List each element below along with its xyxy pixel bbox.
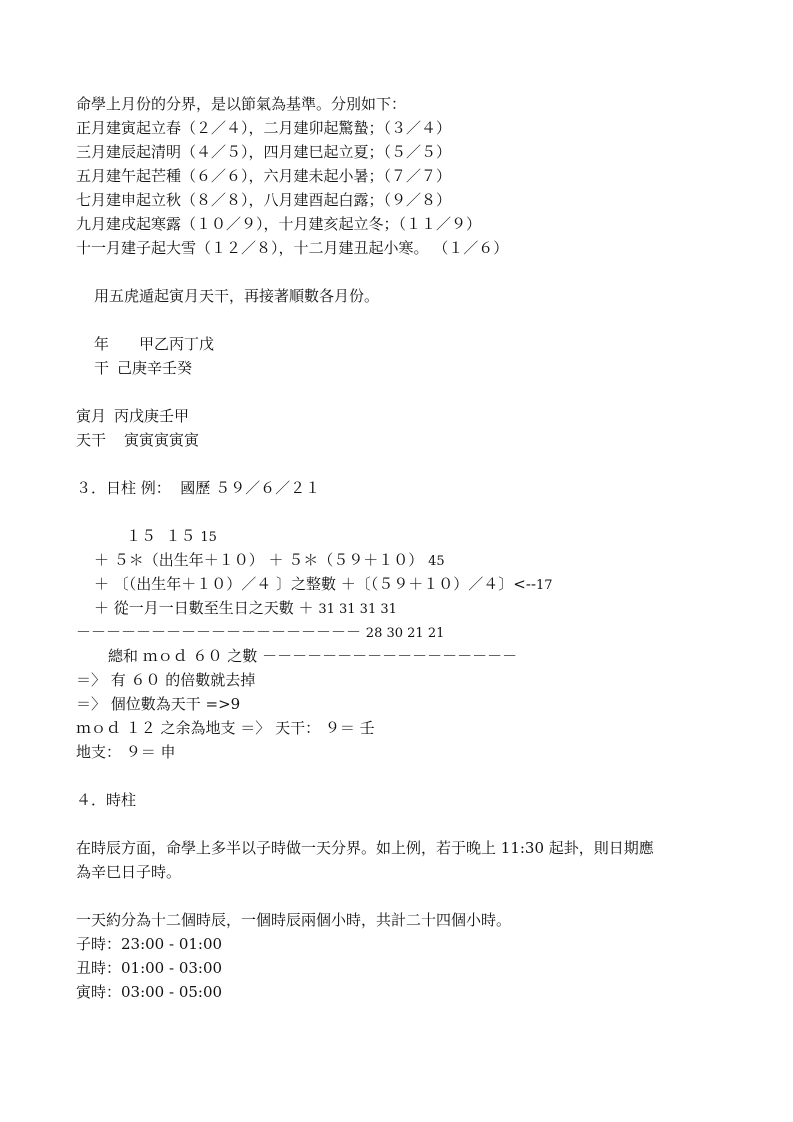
calc-note: 31 31 31 31: [318, 602, 397, 617]
document-page: [76, 92, 716, 1004]
row-value: 丙戊庚壬甲: [114, 407, 190, 425]
calc-note: 17: [536, 578, 553, 593]
hour-item: 子時：23:00 - 01:00: [76, 935, 223, 953]
calc-note: 15: [200, 530, 217, 545]
month-line: 十一月建子起大雪（１２／８），十二月建丑起小寒。 （１／６）: [76, 239, 509, 257]
month-line: 正月建寅起立春（２／４），二月建卯起驚蟄；（３／４）: [76, 119, 452, 137]
rule-line: ＝〉 有 ６０ 的倍數就去掉: [76, 671, 256, 689]
stem-row-tiangan: [76, 428, 716, 452]
stem-row-yin-month: [76, 404, 716, 428]
calc-note: 45: [428, 554, 445, 569]
row-value: 己庚辛壬癸: [117, 359, 193, 377]
month-intro: 命學上月份的分界，是以節氣為基準。分別如下：: [76, 95, 407, 113]
calc-note: 28 30 21 21: [365, 626, 445, 641]
calc-line: ＋ 從一月一日數至生日之天數 ＋ 31 31 31 31: [94, 599, 397, 617]
calc-divider: －－－－－－－－－－－－－－－－－－－ 28 30 21 21: [76, 623, 445, 641]
calc-line: １５ １５ 15: [126, 527, 217, 545]
stem-row-gan: [76, 356, 716, 380]
row-label: 天干: [76, 431, 107, 449]
month-line: 五月建午起芒種（６／６），六月建未起小暑；（７／７）: [76, 167, 452, 185]
hour-division-text: 一天約分為十二個時辰，一個時辰兩個小時，共計二十四個小時。: [76, 911, 512, 929]
hour-item: 丑時：01:00 - 03:00: [76, 959, 223, 977]
month-line: 七月建申起立秋（８／８），八月建酉起白露；（９／８）: [76, 191, 452, 209]
row-label: 干: [94, 359, 110, 377]
stem-row-year: [76, 332, 716, 356]
month-line: 三月建辰起清明（４／５），四月建巳起立夏；（５／５）: [76, 143, 452, 161]
day-heading: ３．日柱 例： 國歷 ５９／６／２１: [76, 479, 321, 497]
row-value: 甲乙丙丁戊: [139, 335, 215, 353]
row-value: 寅寅寅寅寅: [124, 431, 200, 449]
tiger-rule: 用五虎遁起寅月天干，再接著順數各月份。: [94, 287, 380, 305]
row-label: 年: [94, 335, 110, 353]
month-line: 九月建戌起寒露（１０／９），十月建亥起立冬；（１１／９）: [76, 215, 482, 233]
total-line: 總和 ｍｏｄ ６０ 之數 －－－－－－－－－－－－－－－－－: [108, 647, 518, 665]
row-label: 寅月: [76, 407, 107, 425]
rule-line: 地支： ９＝ 申: [76, 743, 176, 761]
calc-line: ＋ ５＊（出生年＋１０） ＋ ５＊（５９＋１０） 45: [94, 551, 445, 569]
hour-paragraph-line: 為辛巳日子時。: [76, 863, 182, 881]
hour-paragraph-line: 在時辰方面，命學上多半以子時做一天分界。如上例，若于晚上 11:30 起卦，則日期應: [76, 839, 654, 857]
hour-heading: ４．時柱: [76, 791, 137, 809]
calc-line: ＋ 〔（出生年＋１０）／４ 〕之整數 ＋〔（５９＋１０）／４〕<--17: [94, 575, 553, 593]
rule-line: ｍｏｄ １２ 之余為地支 ＝〉 天干： ９＝ 壬: [76, 719, 375, 737]
hour-item: 寅時：03:00 - 05:00: [76, 983, 223, 1001]
rule-line: ＝〉 個位數為天干 =>9: [76, 695, 241, 713]
